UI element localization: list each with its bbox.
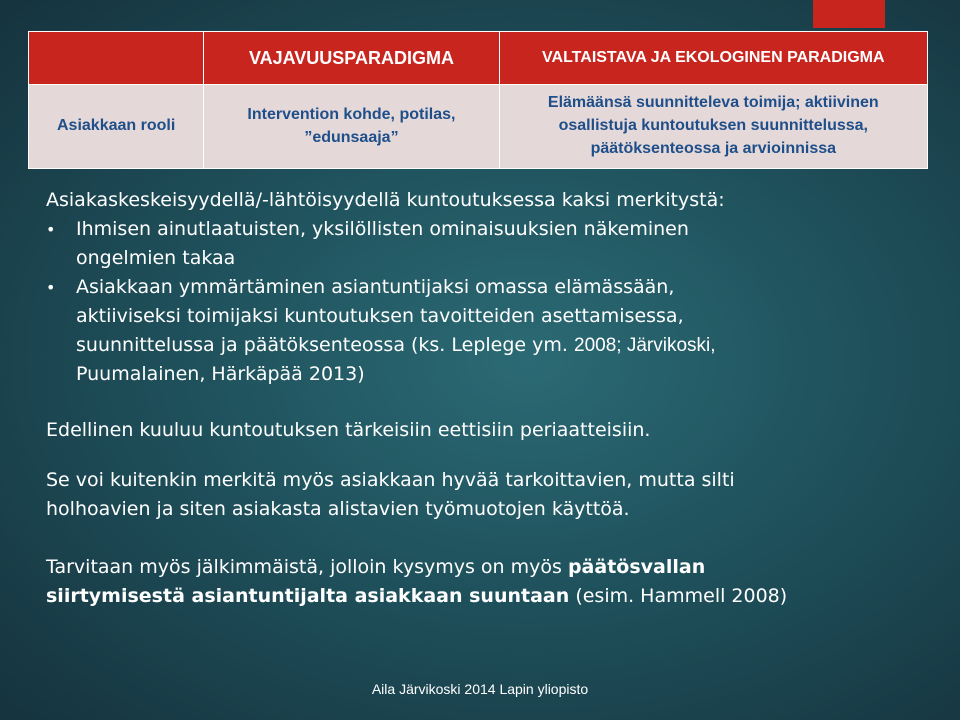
cell-empowering-role	[499, 85, 927, 169]
intro-text: Asiakaskeskeisyydellä/-lähtöisyydellä kuntoutuksessa kaksi merkitystä:	[46, 189, 725, 211]
cell-deficit-line-2: ”edunsaaja”	[304, 128, 399, 146]
meaning-bullet-list	[46, 215, 926, 389]
bullet1-line-2: ongelmien takaa	[76, 247, 236, 269]
row-label-client-role: Asiakkaan rooli	[29, 85, 204, 169]
cell-deficit-role	[204, 85, 499, 169]
bullet2-line-4: Puumalainen, Härkäpää 2013)	[76, 363, 365, 385]
para3-bold-2: siirtymisestä asiantuntijalta asiakkaan suuntaan	[46, 585, 570, 607]
bullet2-line-3: suunnittelussa ja päätöksenteossa (ks. Leplege ym.	[76, 334, 568, 356]
para3-start: Tarvitaan myös jälkimmäistä, jolloin kysymys on myös	[46, 556, 562, 578]
cell-empowering-line-2: osallistuja kuntoutuksen suunnittelussa,	[558, 117, 868, 135]
footer-credit: Aila Järvikoski 2014 Lapin yliopisto	[371, 681, 589, 697]
bullet-item-2	[46, 273, 926, 389]
cell-empowering-line-3: päätöksenteossa ja arvioinnissa	[590, 139, 837, 157]
table-row-client-role	[29, 85, 928, 169]
paragraph-paternalism	[46, 466, 926, 524]
bullet2-line-1: Asiakkaan ymmärtäminen asiantuntijaksi omassa elämässään,	[76, 276, 675, 298]
para2-line-1: Se voi kuitenkin merkitä myös asiakkaan hyvää tarkoittavien, mutta silti	[46, 469, 735, 491]
bullet2-line-2: aktiiviseksi toimijaksi kuntoutuksen tavoitteiden asettamisessa,	[76, 305, 684, 327]
paradigm-comparison-table	[28, 31, 928, 169]
para3-end: (esim. Hammell 2008)	[575, 585, 788, 607]
para3-bold-1: päätösvallan	[567, 556, 706, 578]
paragraph-power-shift	[46, 553, 926, 611]
slide-body	[46, 186, 926, 611]
bullet1-line-1: Ihmisen ainutlaatuisten, yksilöllisten ominaisuuksien näkeminen	[76, 218, 689, 240]
bullet2-citation-tail: 2008; Järvikoski,	[574, 335, 716, 356]
cell-empowering-line-1: Elämäänsä suunnitteleva toimija; aktiivinen	[547, 94, 879, 112]
paragraph-ethics: Edellinen kuuluu kuntoutuksen tärkeisiin eettisiin periaatteisiin.	[46, 419, 651, 441]
para2-line-2: holhoavien ja siten asiakasta alistavien työmuotojen käyttöä.	[46, 498, 630, 520]
header-empowering-paradigm: VALTAISTAVA JA EKOLOGINEN PARADIGMA	[499, 32, 927, 85]
header-empty-cell	[29, 32, 204, 85]
cell-deficit-line-1: Intervention kohde, potilas,	[247, 105, 456, 123]
bullet-item-1	[46, 215, 926, 273]
corner-accent	[813, 0, 885, 28]
header-deficit-paradigm: VAJAVUUSPARADIGMA	[204, 32, 499, 85]
table-header-row	[29, 32, 928, 85]
